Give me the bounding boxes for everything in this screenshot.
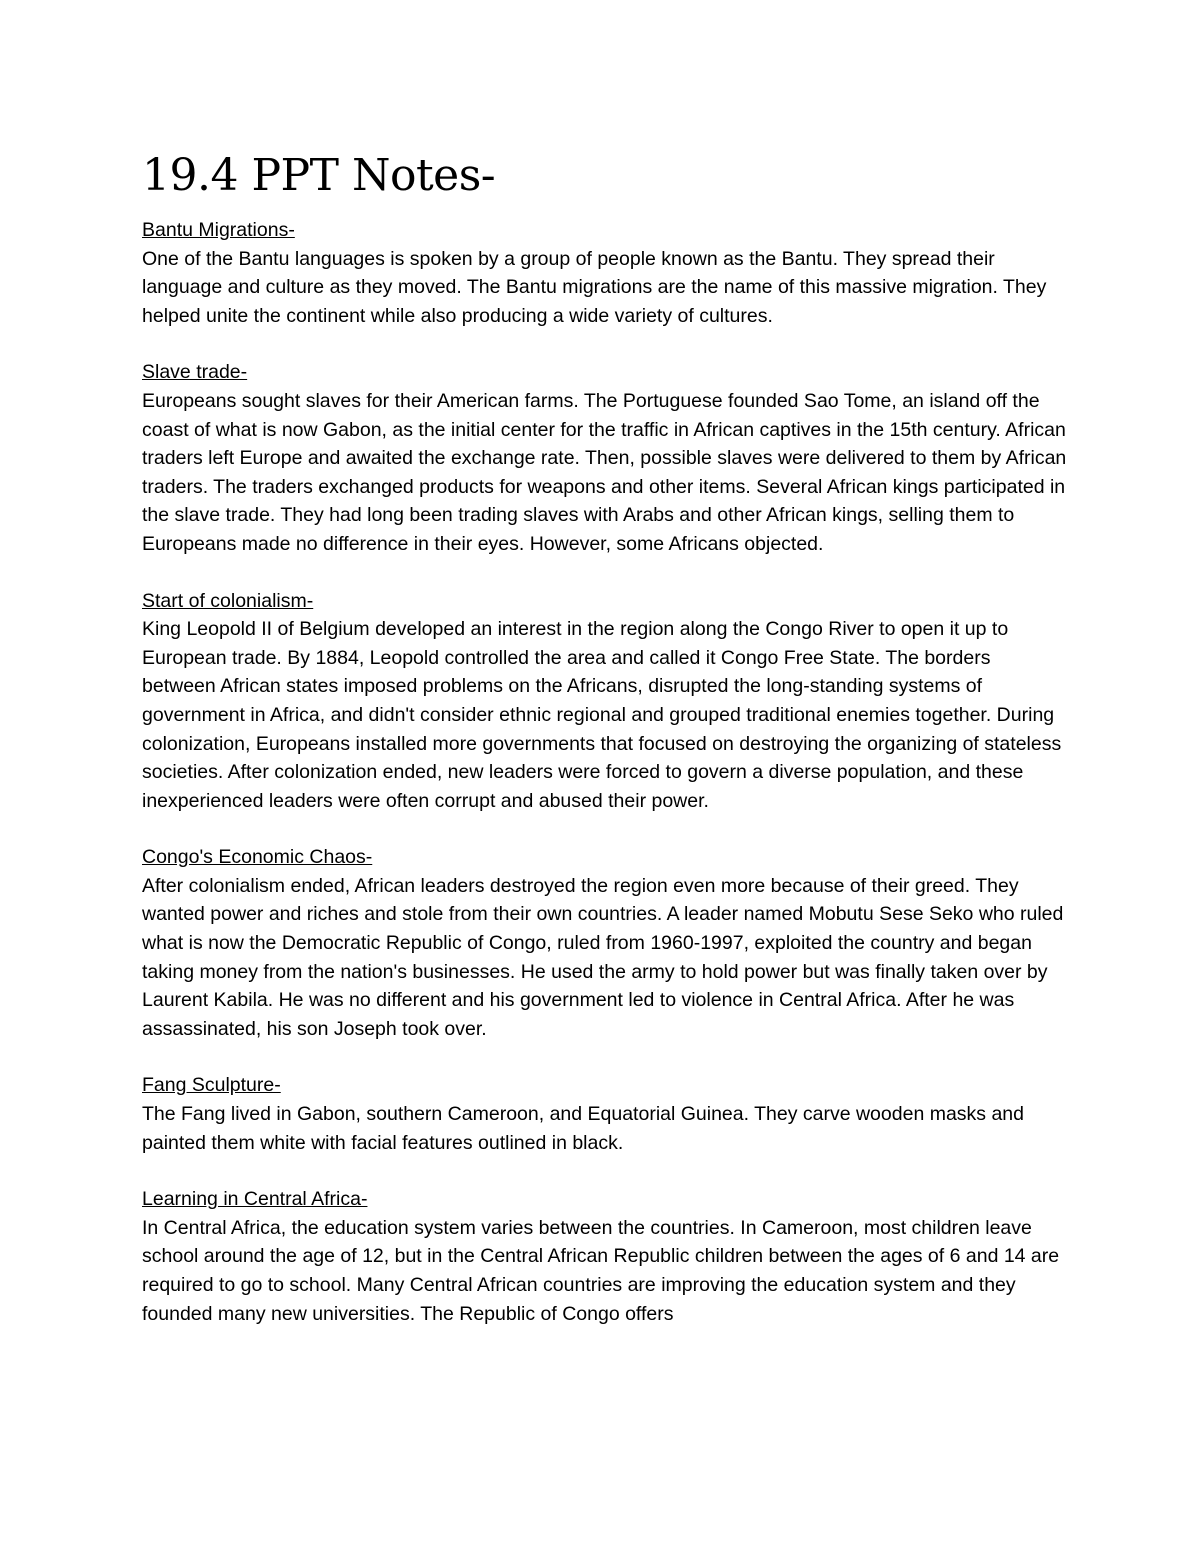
section-body: The Fang lived in Gabon, southern Cameroon, and Equatorial Guinea. They carve wooden masks and painted them white with facial features outlined in black. xyxy=(142,1103,1024,1154)
section-body: Europeans sought slaves for their American farms. The Portuguese founded Sao Tome, an island off the coast of what is now Gabon, as the initial center for the traffic in African captives in the 15th century. African traders left Europe and awaited the exchange rate. Then, possible slaves were delivered to them by African traders. The traders exchanged products for weapons and other items. Several African kings participated in the slave trade. They had long been trading slaves with Arabs and other African kings, selling them to Europeans made no difference in their eyes. However, some Africans objected. xyxy=(142,389,1067,555)
section-heading: Start of colonialism- xyxy=(142,589,314,612)
section-bantu-migrations xyxy=(142,216,1067,330)
section-body: King Leopold II of Belgium developed an interest in the region along the Congo River to open it up to European trade. By 1884, Leopold controlled the area and called it Congo Free State. The borders between African states imposed problems on the Africans, disrupted the long-standing systems of government in Africa, and didn't consider ethnic regional and grouped traditional enemies together. During colonization, Europeans installed more governments that focused on destroying the organizing of stateless societies. After colonization ended, new leaders were forced to govern a diverse population, and these inexperienced leaders were often corrupt and abused their power. xyxy=(142,618,1062,812)
section-congo-economic-chaos xyxy=(142,843,1067,1043)
section-heading: Fang Sculpture- xyxy=(142,1074,281,1097)
section-fang-sculpture xyxy=(142,1071,1067,1157)
section-start-of-colonialism xyxy=(142,587,1067,816)
section-heading: Bantu Migrations- xyxy=(142,219,295,241)
section-body: In Central Africa, the education system varies between the countries. In Cameroon, most children leave school around the age of 12, but in the Central African Republic children between the ages of 6 and 14 are required to go to school. Many Central African countries are improving the education system and they founded many new universities. The Republic of Congo offers xyxy=(142,1216,1060,1325)
section-body: One of the Bantu languages is spoken by a group of people known as the Bantu. They spread their language and culture as they moved. The Bantu migrations are the name of this massive migration. They helped unite the continent while also producing a wide variety of cultures. xyxy=(142,247,1047,327)
section-body: After colonialism ended, African leaders destroyed the region even more because of their greed. They wanted power and riches and stole from their own countries. A leader named Mobutu Sese Seko who ruled what is now the Democratic Republic of Congo, ruled from 1960-1997, exploited the country and began taking money from the nation's businesses. He used the army to hold power but was finally taken over by Laurent Kabila. He was no different and his government led to violence in Central Africa. After he was assassinated, his son Joseph took over. xyxy=(142,874,1064,1040)
section-heading: Slave trade- xyxy=(142,361,248,384)
document-page xyxy=(142,148,1067,1356)
section-heading: Congo's Economic Chaos- xyxy=(142,846,373,869)
section-heading: Learning in Central Africa- xyxy=(142,1188,368,1211)
document-title: 19.4 PPT Notes- xyxy=(142,150,496,201)
section-learning-central-africa xyxy=(142,1185,1067,1328)
section-slave-trade xyxy=(142,358,1067,558)
